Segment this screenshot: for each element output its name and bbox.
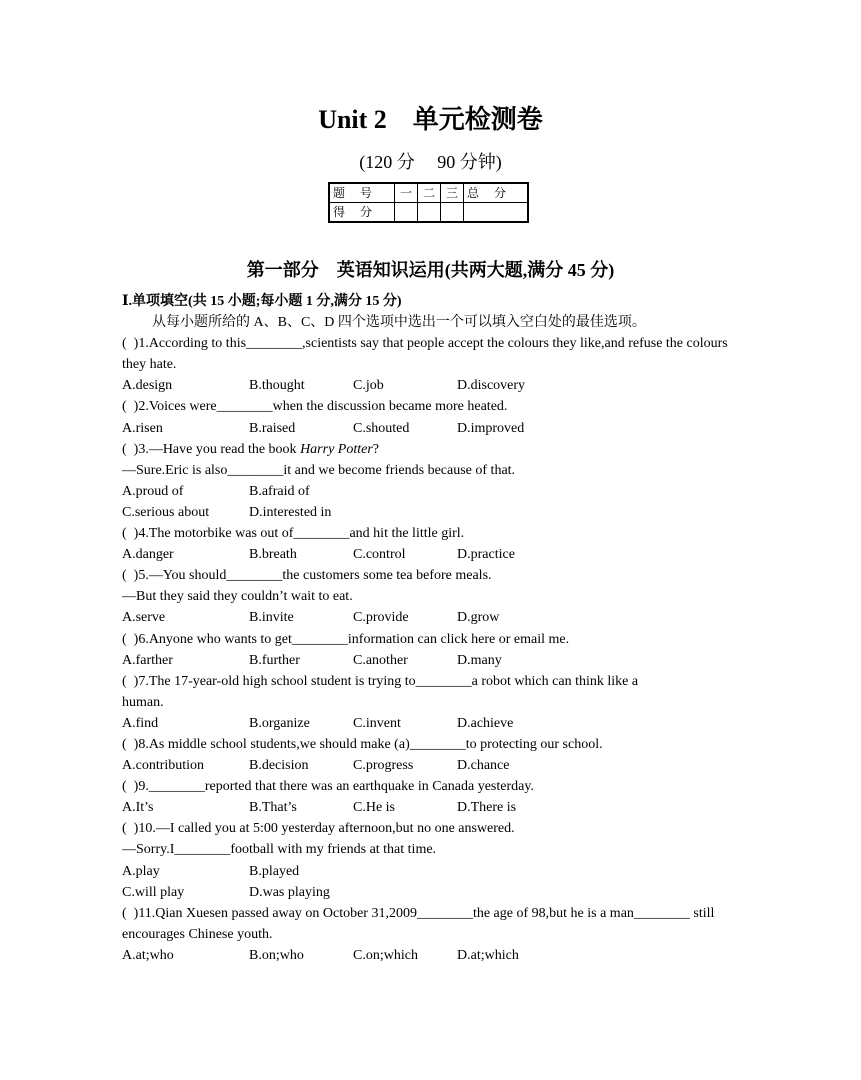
- question-text: —Sorry.I________football with my friends at that time.: [122, 842, 437, 858]
- option: D.interested in: [249, 504, 332, 520]
- question-text: ( )4.The motorbike was out of________and hit the little girl.: [122, 526, 465, 542]
- option: C.invent: [353, 715, 401, 731]
- option: A.find: [122, 715, 159, 731]
- option: B.on;who: [249, 947, 304, 963]
- option: D.at;which: [457, 947, 519, 963]
- option: A.play: [122, 863, 160, 879]
- options-row: [122, 481, 742, 502]
- question-text: ( )7.The 17-year-old high school student is trying to________a robot which can think like a human.: [122, 673, 639, 710]
- option: D.improved: [457, 420, 525, 436]
- question-text: ( )8.As middle school students,we should make (a)________to protecting our school.: [122, 736, 603, 752]
- options-row: [122, 418, 742, 439]
- score-cell: 得 分: [329, 203, 395, 223]
- options-row: [122, 713, 742, 734]
- question-text: —Sure.Eric is also________it and we become friends because of that.: [122, 462, 516, 478]
- score-table-header-row: [329, 183, 528, 203]
- question-text: [122, 439, 742, 460]
- option: C.shouted: [353, 420, 410, 436]
- option: B.thought: [249, 378, 305, 394]
- question-text: ( )10.—I called you at 5:00 yesterday afternoon,but no one answered.: [122, 821, 515, 837]
- option: B.afraid of: [249, 483, 310, 499]
- option: B.further: [249, 652, 300, 668]
- option: C.serious about: [122, 504, 210, 520]
- option: B.organize: [249, 715, 310, 731]
- option: D.many: [457, 652, 502, 668]
- options-row: [122, 375, 742, 396]
- score-cell: 一: [395, 183, 418, 203]
- options-row: [122, 882, 742, 903]
- option: B.raised: [249, 420, 296, 436]
- option: A.design: [122, 378, 173, 394]
- score-cell: [395, 203, 418, 223]
- score-table: [328, 182, 529, 223]
- option: C.control: [353, 547, 406, 563]
- question-text: ( )5.—You should________the customers some tea before meals.: [122, 568, 492, 584]
- question-list: [122, 291, 742, 966]
- score-cell: 题 号: [329, 183, 395, 203]
- score-cell: [441, 203, 464, 223]
- option: D.chance: [457, 758, 510, 774]
- exam-score-time: (120 分 90 分钟): [359, 152, 502, 172]
- options-row: [122, 755, 742, 776]
- option: A.farther: [122, 652, 173, 668]
- options-row: [122, 797, 742, 818]
- question-text: ( )6.Anyone who wants to get________information can click here or email me.: [122, 631, 570, 647]
- options-row: [122, 544, 742, 565]
- option: A.danger: [122, 547, 174, 563]
- book-title: Harry Potter: [300, 441, 373, 457]
- score-cell: 三: [441, 183, 464, 203]
- question-text: ( )2.Voices were________when the discussion became more heated.: [122, 399, 508, 415]
- score-cell: [464, 203, 529, 223]
- section-title: Ⅰ.单项填空(共 15 小题;每小题 1 分,满分 15 分): [122, 294, 402, 309]
- option: C.will play: [122, 884, 185, 900]
- option: D.discovery: [457, 378, 526, 394]
- option: A.proud of: [122, 483, 184, 499]
- part-title: 第一部分 英语知识运用(共两大题,满分 45 分): [246, 260, 615, 280]
- option: A.risen: [122, 420, 163, 436]
- option: D.was playing: [249, 884, 330, 900]
- option: A.It’s: [122, 800, 154, 816]
- options-row: [122, 650, 742, 671]
- option: B.invite: [249, 610, 294, 626]
- section-instruction: 从每小题所给的 A、B、C、D 四个选项中选出一个可以填入空白处的最佳选项。: [152, 315, 646, 331]
- option: B.played: [249, 863, 300, 879]
- options-row: [122, 607, 742, 628]
- option: A.contribution: [122, 758, 205, 774]
- option: C.progress: [353, 758, 414, 774]
- option: D.grow: [457, 610, 500, 626]
- options-row: [122, 861, 742, 882]
- option: A.at;who: [122, 947, 174, 963]
- option: B.That’s: [249, 800, 297, 816]
- option: B.breath: [249, 547, 297, 563]
- options-row: [122, 502, 742, 523]
- score-cell: [418, 203, 441, 223]
- option: C.on;which: [353, 947, 418, 963]
- question-text: ( )1.According to this________,scientists say that people accept the colours they like,and refuse the colours they hate.: [122, 336, 728, 373]
- score-cell: 总 分: [464, 183, 529, 203]
- question-text: ( )9.________reported that there was an earthquake in Canada yesterday.: [122, 779, 534, 795]
- option: C.He is: [353, 800, 395, 816]
- option: C.provide: [353, 610, 409, 626]
- question-text-part: ( )3.—Have you read the book: [122, 441, 301, 457]
- option: C.another: [353, 652, 408, 668]
- options-row: [122, 945, 742, 966]
- page-title: Unit 2 单元检测卷: [318, 105, 543, 134]
- option: D.practice: [457, 547, 515, 563]
- question-text: —But they said they couldn’t wait to eat.: [122, 589, 353, 605]
- option: D.There is: [457, 800, 517, 816]
- option: C.job: [353, 378, 384, 394]
- option: D.achieve: [457, 715, 514, 731]
- option: A.serve: [122, 610, 166, 626]
- question-text: ( )11.Qian Xuesen passed away on October 31,2009________the age of 98,but he is a man________ still encourages Chinese youth.: [122, 905, 715, 942]
- option: B.decision: [249, 758, 309, 774]
- score-table-score-row: [329, 203, 528, 223]
- score-cell: 二: [418, 183, 441, 203]
- question-text-part: ?: [372, 441, 379, 457]
